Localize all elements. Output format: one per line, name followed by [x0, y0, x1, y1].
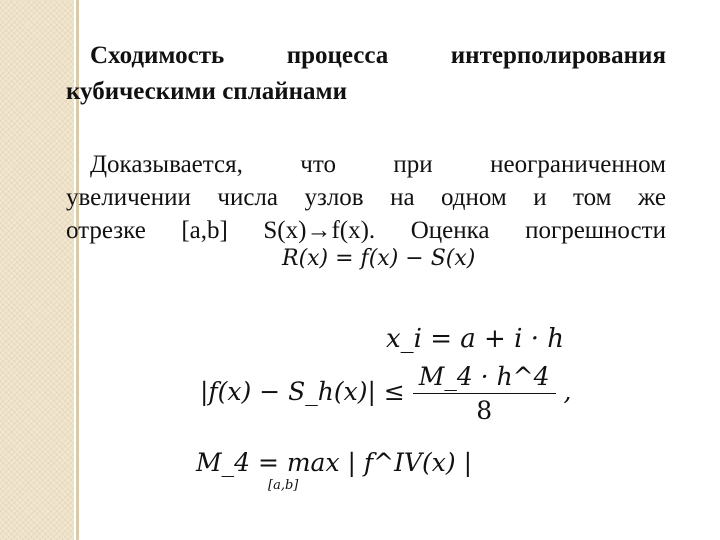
body-line-2-word: том	[573, 184, 612, 211]
estimate-fraction	[413, 362, 556, 425]
formula-residual	[282, 246, 475, 271]
body-line-2	[66, 181, 666, 214]
title-line-1-word: Сходимость	[90, 42, 225, 69]
title-line-1	[66, 38, 666, 74]
body-line-3-word: S(x)→f(x).	[263, 217, 376, 244]
estimate-lhs: |f(x) − S_h(x)| ≤	[200, 377, 405, 406]
body-line-2-word: же	[637, 184, 666, 211]
formula-nodes-text: x_i = a + i · h	[386, 324, 564, 354]
body-line-3-word: погрешности	[525, 217, 666, 244]
body-line-2-word: увеличении	[66, 184, 191, 211]
body-paragraph	[66, 148, 666, 247]
body-line-2-word: и	[533, 184, 547, 211]
body-line-1-word: что	[300, 151, 336, 178]
formula-residual-text: R(x) = f(x) − S(x)	[282, 246, 476, 271]
title-line-1-word: процесса	[286, 42, 389, 69]
title-line-2: кубическими сплайнами	[66, 78, 347, 105]
body-line-2-word: узлов	[304, 184, 364, 211]
body-line-1	[66, 148, 666, 181]
m4-under: [a,b]	[268, 478, 299, 493]
body-line-3-word: отрезке	[66, 217, 146, 244]
body-line-3	[66, 214, 666, 247]
estimate-tail: ,	[563, 377, 572, 406]
estimate-numerator: M_4 · h^4	[413, 362, 556, 394]
body-line-3-word: [a,b]	[181, 217, 228, 244]
body-line-1-word: при	[393, 151, 433, 178]
body-line-3-word: Оценка	[410, 217, 490, 244]
body-line-2-word: на	[390, 184, 415, 211]
body-line-2-word: числа	[217, 184, 278, 211]
decorative-side-stripe	[0, 0, 74, 540]
m4-rhs: | f^IV(x) |	[347, 448, 472, 477]
formula-m4	[196, 448, 472, 477]
body-line-2-word: одном	[441, 184, 507, 211]
title-line-1-word: интерполирования	[450, 42, 666, 69]
m4-lhs: M_4 = max	[196, 448, 340, 477]
body-line-1-word: Доказывается,	[90, 151, 243, 178]
body-line-1-word: неограниченном	[490, 151, 666, 178]
formula-nodes	[386, 324, 564, 354]
formula-error-estimate	[200, 362, 571, 425]
slide-title	[66, 38, 666, 110]
estimate-denominator: 8	[476, 396, 493, 425]
